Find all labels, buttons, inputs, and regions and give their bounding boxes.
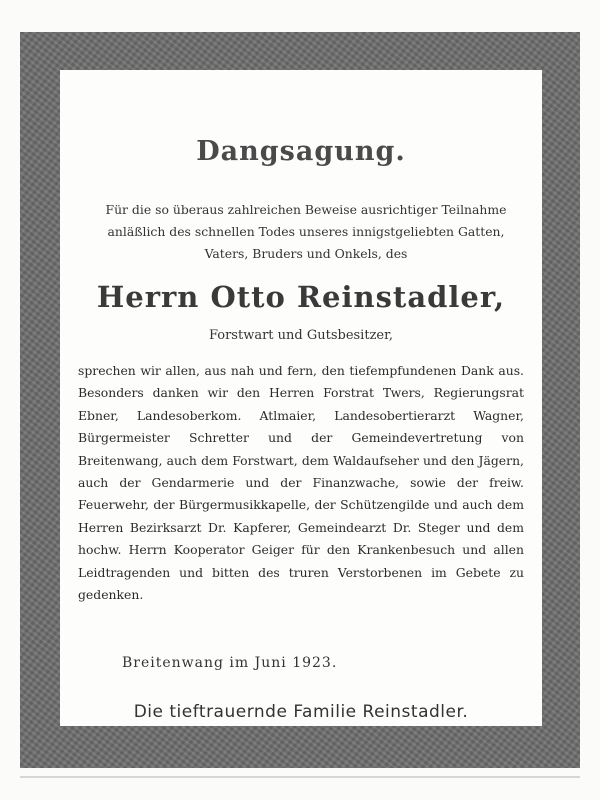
mourning-border [20, 32, 580, 768]
intro-paragraph: Für die so überaus zahlreichen Beweise ausrichtiger Teilnahme anläßlich des schnellen Todes unseres innigstgeliebten Gatten, Vaters, Bruders und Onkels, des [105, 202, 507, 261]
deceased-name: Herrn Otto Reinstadler, [96, 280, 506, 314]
thanks-paragraph: sprechen wir allen, aus nah und fern, den tiefempfundenen Dank aus. Besonders danken wir den Herren Forstrat Twers, Regierungsrat Ebner, Landesoberkom. Atlmaier, Landesobertierarzt Wagner, Bürgermeister Schretter und der Gemeindevertretung von Breitenwang, auch dem Forstwart, dem Waldaufseher und den Jägern, auch der Gendarmerie und der Finanzwache, sowie der freiw. Feuerwehr, der Bürgermusikkapelle, der Schützengilde und auch dem Herren Bezirksarzt Dr. Kapferer, Gemeindearzt Dr. Steger und dem hochw. Herrn Kooperator Geiger für den Krankenbesuch und allen Leidtragenden und bitten des truren Verstorbenen im Gebete zu gedenken. [78, 363, 524, 603]
notice-panel [60, 70, 542, 726]
notice-title: Dangsagung. [196, 136, 406, 167]
deceased-occupation: Forstwart und Gutsbesitzer, [208, 328, 394, 343]
page-edge-rule [20, 776, 580, 778]
place-date: Breitenwang im Juni 1923. [122, 655, 338, 671]
family-signature: Die tieftrauernde Familie Reinstadler. [133, 702, 469, 722]
